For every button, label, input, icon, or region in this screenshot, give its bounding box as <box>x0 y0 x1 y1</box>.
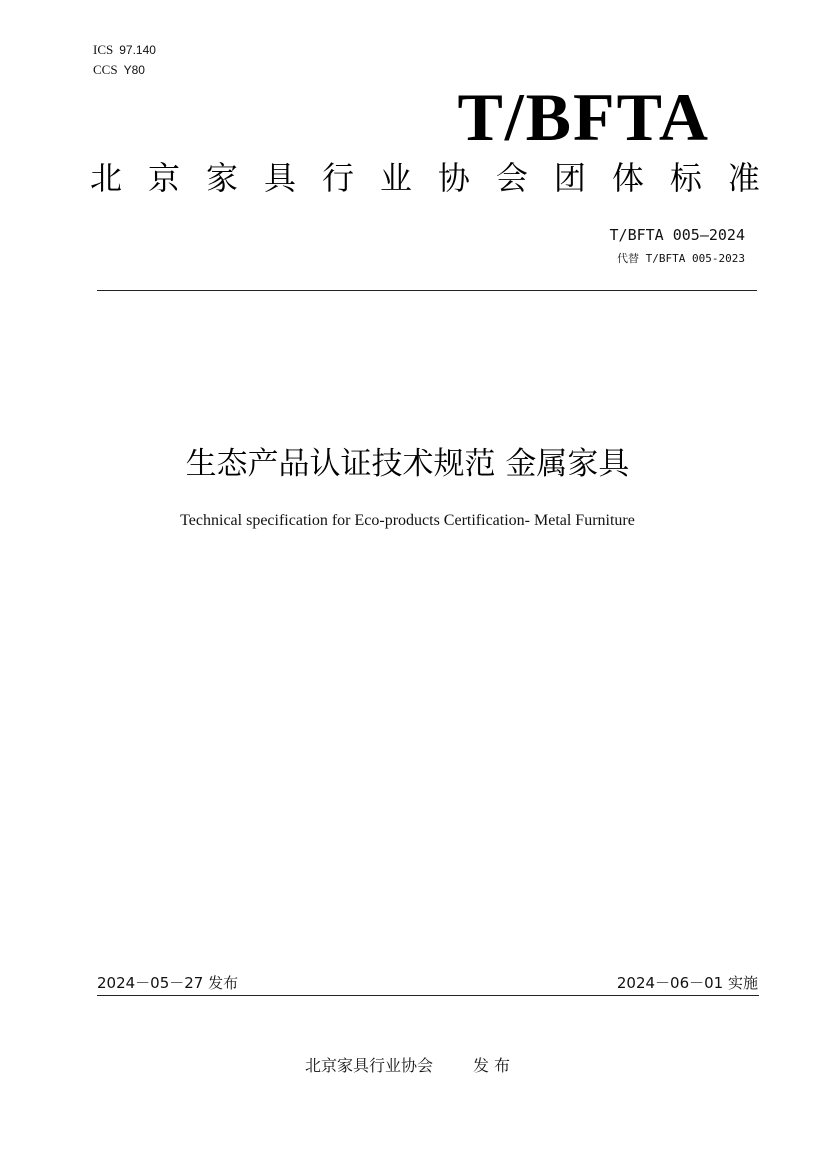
bottom-divider <box>97 995 759 996</box>
top-divider <box>97 290 757 291</box>
publish-label: 发 布 <box>472 1056 511 1075</box>
org-title-char: 会 <box>495 159 528 197</box>
document-title-cn: 生态产品认证技术规范 金属家具 <box>185 446 630 482</box>
ccs-value: Y80 <box>123 63 145 77</box>
org-title-char: 业 <box>379 159 412 197</box>
ics-value: 97.140 <box>119 43 156 57</box>
publish-date: 2024－05－27 发布 <box>97 974 239 992</box>
org-title-char: 准 <box>727 159 760 197</box>
org-title-char: 家 <box>205 159 238 197</box>
org-title-char: 团 <box>553 159 586 197</box>
publisher-line <box>0 1053 815 1076</box>
org-title-char: 协 <box>437 159 470 197</box>
org-title-char: 体 <box>611 159 644 197</box>
org-title-char: 标 <box>669 159 702 197</box>
ccs-label: CCS <box>93 62 118 77</box>
replaces-code: 代替 T/BFTA 005-2023 <box>617 252 745 265</box>
org-title-char: 京 <box>147 159 180 197</box>
organization-standard-title <box>90 156 760 200</box>
classification-block <box>93 40 156 80</box>
org-title-char: 具 <box>263 159 296 197</box>
implement-date: 2024－06－01 实施 <box>616 974 758 992</box>
standard-logo: T/BFTA <box>457 79 710 155</box>
document-title-en: Technical specification for Eco-products Certification- Metal Furniture <box>180 512 635 529</box>
publisher-name: 北京家具行业协会 <box>304 1056 433 1075</box>
ics-line <box>93 40 156 60</box>
ccs-line <box>93 60 156 80</box>
org-title-char: 行 <box>321 159 354 197</box>
ics-label: ICS <box>93 42 114 57</box>
standard-code: T/BFTA 005—2024 <box>609 226 745 244</box>
org-title-char: 北 <box>90 159 123 197</box>
